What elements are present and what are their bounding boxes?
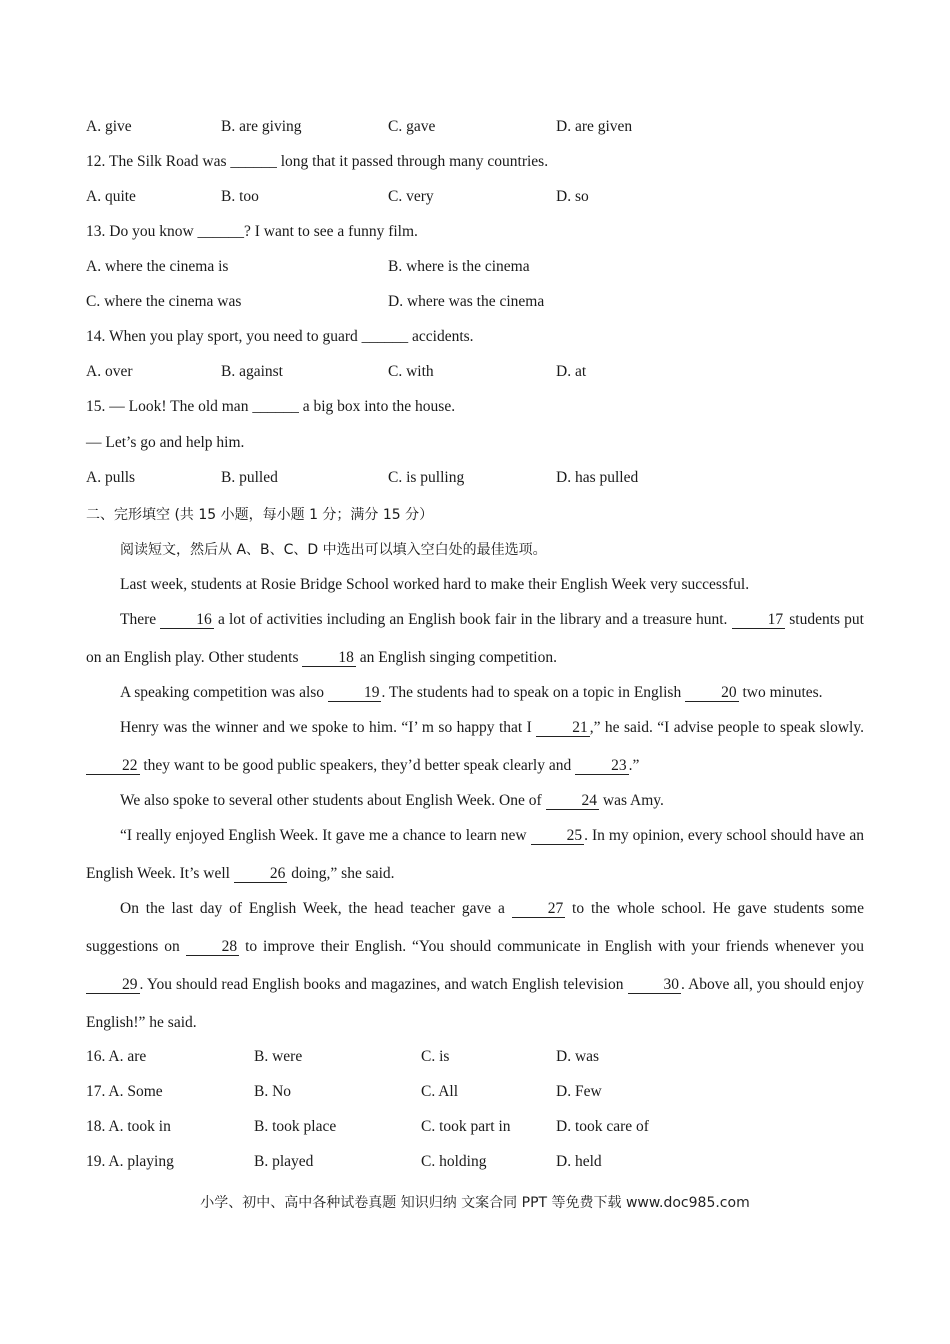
passage-text: On the last day of English Week, the head teacher gave a <box>120 900 512 917</box>
q18-option-a: 18. A. took in <box>86 1118 171 1135</box>
passage-text: an English singing competition. <box>355 649 557 666</box>
page-footer: 小学、初中、高中各种试卷真题 知识归纳 文案合同 PPT 等免费下载 www.doc985.com <box>200 1195 750 1211</box>
blank-27: 27 <box>512 901 566 918</box>
q14-option-d: D. at <box>556 363 587 380</box>
q13-option-b: B. where is the cinema <box>388 258 530 275</box>
passage-paragraph-2 <box>86 601 864 677</box>
passage-text: A speaking competition was also <box>120 684 328 701</box>
q13-option-c: C. where the cinema was <box>86 293 242 310</box>
q15-reply: — Let’s go and help him. <box>86 434 245 451</box>
q16-option-c: C. is <box>421 1048 450 1065</box>
passage-text: was Amy. <box>599 792 664 809</box>
blank-24: 24 <box>546 793 600 810</box>
q14-option-b: B. against <box>221 363 283 380</box>
q18-option-c: C. took part in <box>421 1118 511 1135</box>
q19-option-b: B. played <box>254 1153 314 1170</box>
blank-18: 18 <box>302 650 356 667</box>
q16-option-d: D. was <box>556 1048 600 1065</box>
blank-29: 29 <box>86 977 140 994</box>
passage-text: to the whole school. He gave students some suggestions on <box>86 900 864 955</box>
blank-28: 28 <box>186 939 240 956</box>
passage-text: . The students had to speak on a topic in English <box>381 684 686 701</box>
passage-text: There <box>120 611 161 628</box>
passage-text: . You should read English books and magazines, and watch English television <box>139 976 628 993</box>
q11-option-a: A. give <box>86 118 132 135</box>
q12-option-b: B. too <box>221 188 259 205</box>
blank-26: 26 <box>234 866 288 883</box>
q12-option-c: C. very <box>388 188 434 205</box>
q19-option-a: 19. A. playing <box>86 1153 174 1170</box>
q13-option-d: D. where was the cinema <box>388 293 545 310</box>
blank-25: 25 <box>531 828 585 845</box>
passage-text: .” <box>628 757 640 774</box>
q19-option-d: D. held <box>556 1153 602 1170</box>
passage-paragraph-4 <box>86 709 864 785</box>
blank-20: 20 <box>685 685 739 702</box>
q15-option-b: B. pulled <box>221 469 278 486</box>
passage-paragraph-7 <box>86 890 864 1042</box>
q17-option-a: 17. A. Some <box>86 1083 163 1100</box>
q15-option-d: D. has pulled <box>556 469 639 486</box>
q16-option-a: 16. A. are <box>86 1048 147 1065</box>
q18-option-b: B. took place <box>254 1118 337 1135</box>
section-instruction: 阅读短文，然后从 A、B、C、D 中选出可以填入空白处的最佳选项。 <box>120 542 547 558</box>
passage-text: doing,” she said. <box>287 865 395 882</box>
passage-text: “I really enjoyed English Week. It gave me a chance to learn new <box>120 827 531 844</box>
q17-option-b: B. No <box>254 1083 292 1100</box>
passage-text: . Above all, you should enjoy English!” he said. <box>86 976 864 1031</box>
blank-16: 16 <box>160 612 214 629</box>
blank-19: 19 <box>328 685 382 702</box>
passage-text: ,” he said. “I advise people to speak slowly. <box>589 719 864 736</box>
q18-option-d: D. took care of <box>556 1118 649 1135</box>
q15-stem: 15. — Look! The old man ______ a big box into the house. <box>86 398 456 415</box>
q14-option-a: A. over <box>86 363 133 380</box>
blank-30: 30 <box>628 977 682 994</box>
q15-option-c: C. is pulling <box>388 469 465 486</box>
passage-paragraph-5 <box>86 782 864 820</box>
passage-text: students put on an English play. Other students <box>86 611 864 666</box>
q19-option-c: C. holding <box>421 1153 487 1170</box>
passage-paragraph-1 <box>86 566 864 604</box>
q17-option-c: C. All <box>421 1083 459 1100</box>
passage-text: Henry was the winner and we spoke to him. “I’ m so happy that I <box>120 719 537 736</box>
section-heading: 二、完形填空 (共 15 小题，每小题 1 分；满分 15 分） <box>86 507 434 523</box>
blank-22: 22 <box>86 758 140 775</box>
q16-option-b: B. were <box>254 1048 303 1065</box>
q12-stem: 12. The Silk Road was ______ long that it passed through many countries. <box>86 153 549 170</box>
passage-text: We also spoke to several other students about English Week. One of <box>120 792 546 809</box>
passage-text: a lot of activities including an English book fair in the library and a treasure hunt. <box>213 611 732 628</box>
passage-text: two minutes. <box>738 684 823 701</box>
q13-option-a: A. where the cinema is <box>86 258 229 275</box>
blank-17: 17 <box>732 612 786 629</box>
q12-option-a: A. quite <box>86 188 136 205</box>
q11-option-c: C. gave <box>388 118 436 135</box>
q17-option-d: D. Few <box>556 1083 602 1100</box>
passage-text: they want to be good public speakers, they’d better speak clearly and <box>139 757 576 774</box>
q15-option-a: A. pulls <box>86 469 136 486</box>
q14-option-c: C. with <box>388 363 434 380</box>
q11-option-d: D. are given <box>556 118 633 135</box>
q14-stem: 14. When you play sport, you need to guard ______ accidents. <box>86 328 474 345</box>
passage-text: Last week, students at Rosie Bridge School worked hard to make their English Week very successful. <box>120 576 750 593</box>
blank-23: 23 <box>575 758 629 775</box>
passage-paragraph-6 <box>86 817 864 893</box>
q11-option-b: B. are giving <box>221 118 302 135</box>
q12-option-d: D. so <box>556 188 589 205</box>
passage-paragraph-3 <box>86 674 864 712</box>
blank-21: 21 <box>536 720 590 737</box>
q13-stem: 13. Do you know ______? I want to see a funny film. <box>86 223 418 240</box>
passage-text: . In my opinion, every school should have an English Week. It’s well <box>86 827 864 882</box>
passage-text: to improve their English. “You should communicate in English with your friends whenever you <box>239 938 864 955</box>
